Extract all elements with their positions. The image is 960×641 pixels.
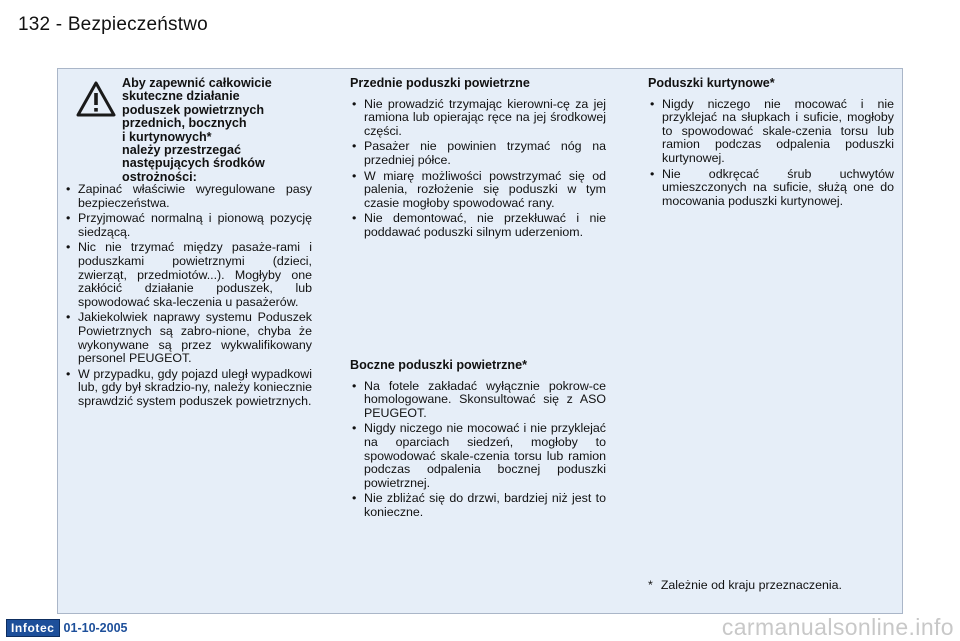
front-airbags-title: Przednie poduszki powietrzne [350,76,530,90]
list-item: • Nie zbliżać się do drzwi, bardziej niż jest to konieczne. [350,492,606,519]
infotec-logo: Infotec [6,619,60,637]
safety-panel [57,68,903,614]
page-header [18,14,208,36]
list-item: • Zapinać właściwie wyregulowane pasy bezpieczeństwa. [64,183,312,210]
curtain-airbags-list [648,98,894,209]
list-item: • Na fotele zakładać wyłącznie pokrow-ce homologowane. Skonsultować się z ASO PEUGEOT. [350,380,606,421]
section-title: Bezpieczeństwo [67,14,208,35]
side-airbags-title: Boczne poduszki powietrzne* [350,358,528,372]
column-general-precautions [64,69,312,411]
header-separator: - [50,14,68,35]
list-item: • Nie prowadzić trzymając kierowni-cę za jej ramiona lub opierając ręce na jej środkowej części. [350,98,606,139]
list-item: • Nigdy niczego nie mocować i nie przyklejać na oparciach siedzeń, mogłoby to spowodować skale-czenia torsu lub ramion podczas odpalenia bocznej poduszki powietrznej. [350,422,606,490]
list-item: • Nie demontować, nie przekłuwać i nie poddawać poduszki silnym uderzeniom. [350,212,606,239]
list-item: • Nic nie trzymać między pasaże-rami i poduszkami powietrznymi (dzieci, zwierząt, przedmiotów...). Mogłyby one zakłócić działanie poduszek, lub spowodować ska-leczenia u pasażerów. [64,241,312,309]
list-item: • Jakiekolwiek naprawy systemu Poduszek Powietrznych są zabro-nione, chyba że wykonywane są przez wykwalifikowany personel PEUGEOT. [64,311,312,365]
warning-triangle-icon [76,81,116,117]
footer-date: 01-10-2005 [63,621,128,635]
footnote-marker: * [648,578,653,592]
page-number: 132 [18,14,51,35]
footnote-text: Zależnie od kraju przeznaczenia. [660,578,842,592]
watermark: carmanualsonline.info [721,614,954,640]
side-airbags-section [350,359,606,522]
column-curtain-airbags [648,69,894,210]
list-item: • Nigdy niczego nie mocować i nie przyklejać na słupkach i suficie, mogłoby to spowodować skale-czenia torsu lub ramion podczas odpalenia poduszki kurtynowej. [648,98,894,166]
footer [6,620,128,636]
curtain-airbags-title: Poduszki kurtynowe* [648,76,775,90]
list-item: • Pasażer nie powinien trzymać nóg na przedniej półce. [350,140,606,167]
column-front-side-airbags [350,69,606,519]
warning-block [64,69,312,183]
general-precautions-list [64,183,312,409]
list-item: • W przypadku, gdy pojazd uległ wypadkowi lub, gdy był skradzio-ny, należy koniecznie sprawdzić system poduszek powietrznych. [64,368,312,409]
list-item: • Przyjmować normalną i pionową pozycję siedzącą. [64,212,312,239]
list-item: • W miarę możliwości powstrzymać się od palenia, rozłożenie się poduszki w tym czasie mogłoby spowodować rany. [350,170,606,211]
front-airbags-list [350,98,606,240]
side-airbags-list [350,380,606,520]
warning-title: Aby zapewnić całkowicie skuteczne działanie poduszek powietrznych przednich, bocznych i kurtynowych* należy przestrzegać następujących środków ostrożności: [122,76,272,184]
list-item: • Nie odkręcać śrub uchwytów umieszczonych na suficie, służą one do mocowania poduszki kurtynowej. [648,168,894,209]
footnote [648,578,898,592]
